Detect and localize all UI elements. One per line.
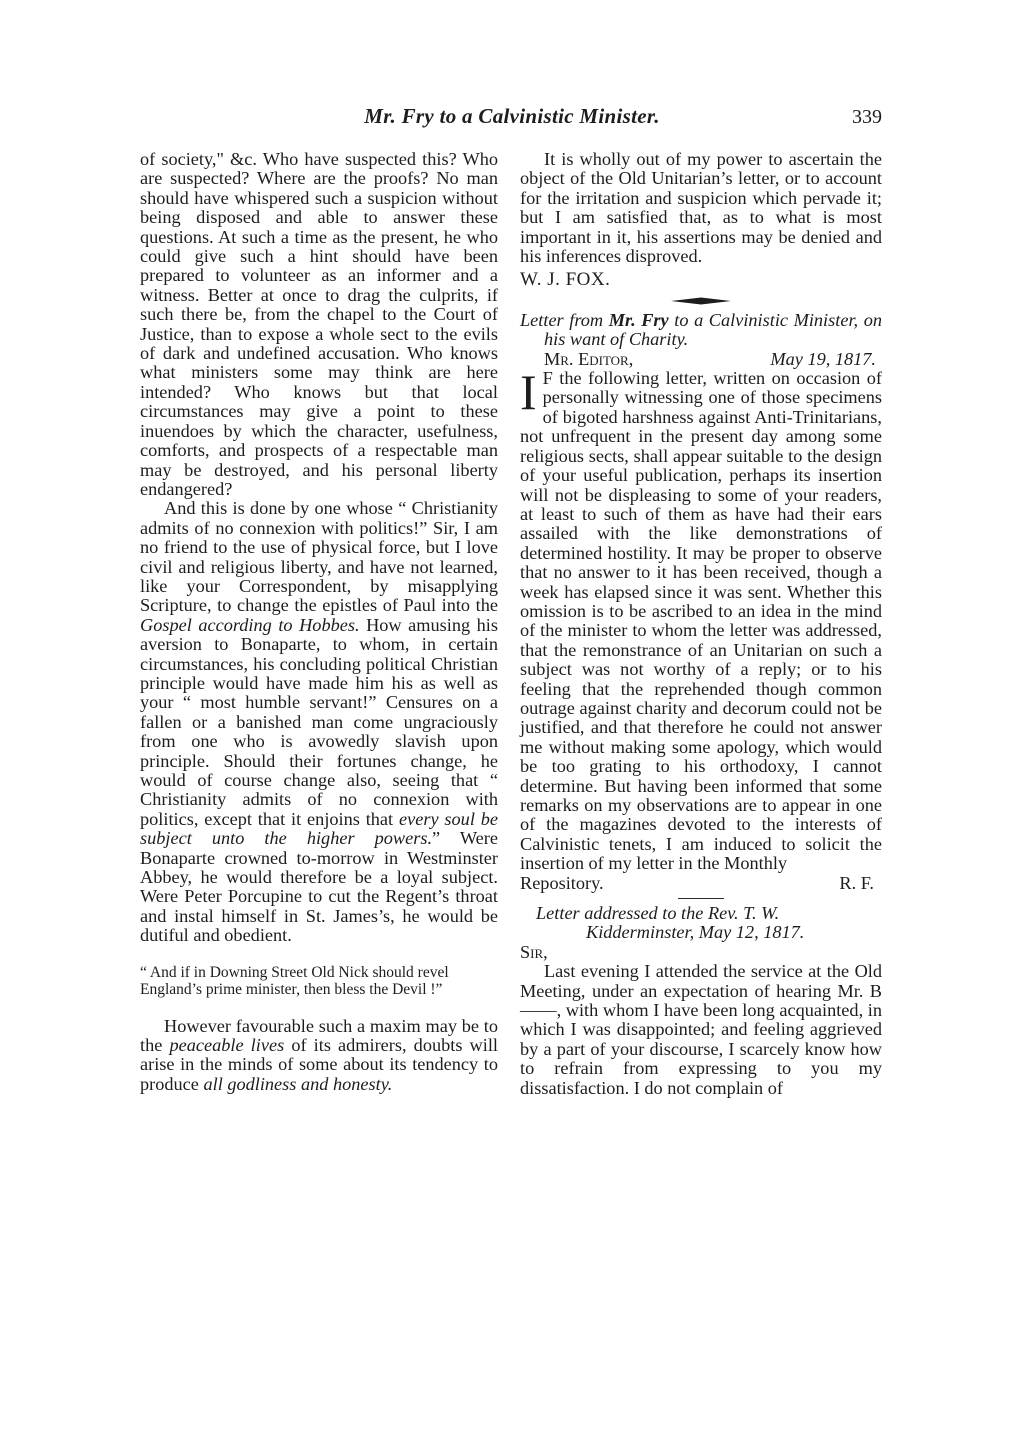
letter-2-heading [520,904,882,943]
running-head [136,104,888,134]
letter-1-last-word: Repository. [520,872,604,893]
drop-cap: I [520,364,537,421]
letter-2-body: Last evening I attended the service at the Old Meeting, under an expectation of hearing Mr. B——, with whom I have been long acquainted, in which I was disappointed; and feeling aggrieved by a part of your discourse, I scarcely know how to refrain from expressing to you my dissatisfaction. I do not complain of [520,961,882,1098]
letter-1-date: May 19, 1817. [770,348,876,369]
running-title: Mr. Fry to a Calvinistic Minister. [364,104,660,128]
letter-1-signoff [520,874,882,893]
section-divider-rule [678,898,724,899]
left-p3-italic-2: all godliness and honesty. [203,1073,393,1094]
verse-line-2: England’s prime minister, then bless the Devil !” [140,981,443,999]
verse-line-1: “ And if in Downing Street Old Nick should revel [140,963,449,981]
letter-1-salutation: Mr. Editor, [544,348,634,369]
letter-1-body [520,364,882,874]
letter-2-salutation: Sir, [520,941,548,962]
page-number: 339 [852,106,882,128]
verse-quotation [140,964,498,999]
left-column [140,150,498,1094]
letter-1-salutation-row [544,350,876,369]
left-p2-text-b: How amusing his aversion to Bonaparte, to whom, in certain circumstances, his concluding political Christian principle would have made him his as well as your “ most humble servant!” Censures on a fallen or a banished man come ungraciously from one who is avowedly slavish upon principle. Should their fortunes change, he would of course change also, seeing that “ Christianity admits of no connexion with politics, except that it enjoins that [140,614,498,829]
left-paragraph-1: of society," &c. Who have suspected this? Who are suspected? Where are the proofs? No man should have whispered such a suspicion without being disposed and able to answer these questions. At such a time as the present, he who could give such a hint should have been prepared to volunteer as an informer and a witness. Better at once to drag the culprits, if such there be, from the chapel to the Court of Justice, than to expose a whole sect to the evils of dark and undefined accusation. Who knows what ministers some may think are here intended? Who knows but that local circumstances may give a point to these inuendoes by which the character, usefulness, comforts, and prospects of a respectable man may be destroyed, and his personal liberty endangered? [140,149,498,499]
left-p2-italic-1: Gospel according to Hobbes. [140,614,360,635]
right-column [520,150,882,1098]
letter-1-heading-text-b: to a Calvinistic Minister, on his want of Charity. [544,309,882,350]
letter-1-body-text: F the following letter, written on occasion of personally witnessing one of those specimens of bigoted harshness against Anti-Trinitarians, not unfrequent in the present day among some religious sects, shall appear suitable to the design of your useful publication, perhaps its insertion will not be displeasing to some of your readers, at least to such of them as have had their ears assailed with the like demonstrations of determined hostility. It may be proper to observe that no answer to it has been received, though a week has elapsed since it was sent. Whether this omission is to be ascribed to an idea in the mind of the minister to whom the letter was addressed, that the remonstrance of an Unitarian on such a subject was not worthy of a reply; or to his feeling that the reprehended though common outrage against charity and decorum could not be justified, and that therefore he could not answer me without making some apology, which would be too grating to his orthodoxy, I cannot determine. But having been informed that some remarks on my observations are to appear in one of the magazines devoted to the interests of Calvinistic tenets, I am induced to solicit the insertion of my letter in the Monthly [520,368,882,874]
signature-fox: W. J. FOX. [520,269,611,291]
left-p3-italic-1: peaceable lives [169,1035,285,1056]
letter-1-heading [520,311,882,350]
right-paragraph-1: It is wholly out of my power to ascertain the object of the Old Unitarian’s letter, or to account for the irritation and suspicion which pervade it; but I am satisfied that, as to what is most important in it, his assertions may be denied and his inferences disproved. [520,149,882,267]
left-p3-text-a: However favourable such a maxim may be to the [140,1015,498,1056]
left-paragraph-2 [140,499,498,945]
left-p2-italic-2: every soul be subject unto the higher powers. [140,808,498,849]
letter-2-heading-line-2: Kidderminster, May 12, 1817. [586,922,805,943]
signature-rf: R. F. [839,872,874,893]
letter-1-heading-text-a: Letter from [520,309,604,330]
left-paragraph-3 [140,1017,498,1095]
section-divider-wedge [671,297,731,305]
letter-1-heading-name: Mr. Fry [608,309,669,330]
left-p3-text-b: of its admirers, doubts will arise in the minds of some about its tendency to produce [140,1035,498,1094]
left-p2-text-a: And this is done by one whose “ Christianity admits of no connexion with politics!” Sir, I am no friend to the use of physical force, but I love civil and religious liberty, and have not learned, like your Correspondent, by misapplying Scripture, to change the epistles of Paul into the [140,498,498,616]
left-p2-text-c: ” Were Bonaparte crowned to-morrow in Westminster Abbey, he would therefore be a loyal subject. Were Peter Porcupine to cut the Regent’s throat and instal himself in St. James’s, he would be dutiful and obedient. [140,828,498,946]
letter-2-heading-line-1: Letter addressed to the Rev. T. W. [536,903,780,924]
